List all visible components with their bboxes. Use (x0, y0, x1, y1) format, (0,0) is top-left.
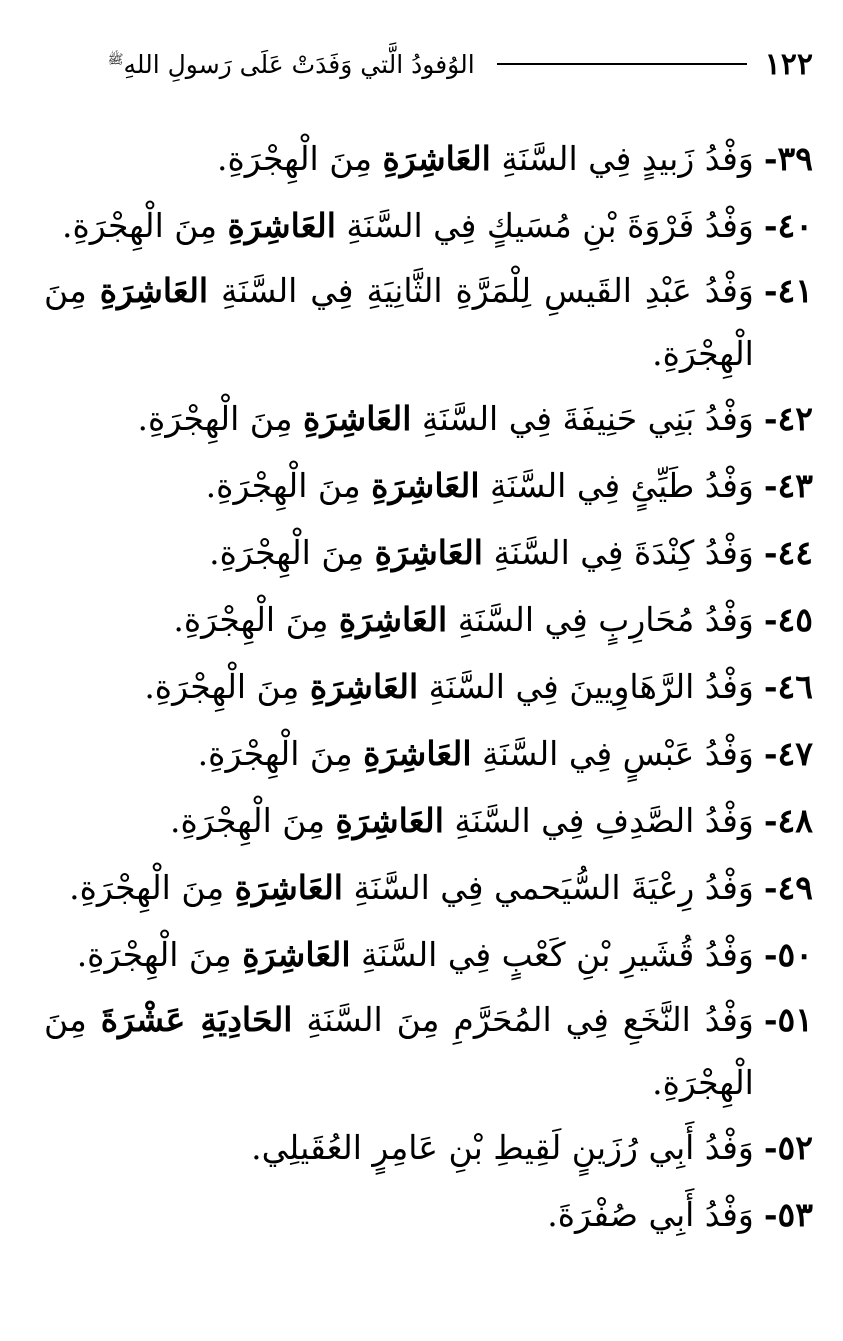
item-text-part: وَفْدُ أَبِي صُفْرَةَ. (547, 1195, 754, 1234)
item-text-bold: العَاشِرَةِ (242, 935, 351, 974)
list-item (44, 125, 813, 192)
item-text-part: مِنَ الْهِجْرَةِ. (216, 139, 383, 178)
item-number: ٤٧- (763, 734, 813, 773)
item-text-part: وَفْدُ طَيِّئٍ فِي السَّنَةِ (479, 466, 754, 505)
list-item (44, 1181, 813, 1248)
honorific-glyph: ﷺ (107, 52, 124, 68)
item-number: ٤٠- (763, 206, 813, 245)
item-text (44, 452, 754, 519)
item-number: ٤١- (763, 271, 813, 310)
item-text-part: مِنَ الْهِجْرَةِ. (76, 935, 243, 974)
item-number: ٤٥- (763, 600, 813, 639)
item-number: ٥٢- (763, 1128, 813, 1167)
item-number: ٣٩- (763, 139, 813, 178)
item-text-part: مِنَ الْهِجْرَةِ. (170, 801, 336, 840)
list-item (44, 720, 813, 787)
item-text-part: مِنَ الْهِجْرَةِ. (173, 600, 339, 639)
item-number: ٥١- (763, 1000, 813, 1039)
item-text-bold: العَاشِرَةِ (382, 139, 491, 178)
item-text-part: وَفْدُ الصَّدِفِ فِي السَّنَةِ (443, 801, 754, 840)
item-text (44, 519, 754, 586)
item-text (44, 787, 754, 854)
running-title-text: الوُفودُ الَّتي وَفَدَتْ عَلَى رَسولِ اللهِ (123, 49, 475, 79)
item-text-bold: العَاشِرَةِ (99, 271, 209, 310)
item-number: ٤٤- (763, 533, 813, 572)
item-number: ٤٣- (763, 466, 813, 505)
item-text-part: وَفْدُ قُشَيرِ بْنِ كَعْبٍ فِي السَّنَةِ (350, 935, 754, 974)
item-text-part: مِنَ الْهِجْرَةِ. (197, 734, 364, 773)
item-text-bold: العَاشِرَةِ (374, 533, 483, 572)
list-item (44, 519, 813, 586)
list-item (44, 192, 813, 259)
list-item (44, 653, 813, 720)
item-text (44, 854, 754, 921)
list-item (44, 452, 813, 519)
item-text-part: وَفْدُ عَبْسٍ فِي السَّنَةِ (471, 734, 754, 773)
page-number: ١٢٢ (764, 46, 813, 82)
list-item (44, 259, 813, 385)
page-header (28, 40, 813, 88)
item-text (44, 1181, 754, 1248)
item-text-part: وَفْدُ فَرْوَةَ بْنِ مُسَيكٍ فِي السَّنَةِ (335, 206, 754, 245)
item-text-part: وَفْدُ الرَّهَاوِيينَ فِي السَّنَةِ (418, 667, 754, 706)
item-text (44, 653, 754, 720)
delegations-list (44, 125, 813, 1248)
item-text (44, 192, 754, 259)
header-rule (497, 63, 747, 65)
running-title (108, 50, 475, 79)
item-text-part: مِنَ الْهِجْرَةِ. (209, 533, 375, 572)
item-text-part: مِنَ الْهِجْرَةِ. (69, 868, 235, 907)
item-text-bold: العَاشِرَةِ (227, 206, 336, 245)
item-text (44, 586, 754, 653)
item-text (44, 125, 754, 192)
list-item (44, 1114, 813, 1181)
item-text-part: مِنَ الْهِجْرَةِ. (144, 667, 310, 706)
item-text-part: وَفْدُ عَبْدِ القَيسِ لِلْمَرَّةِ الثَّانِيَةِ فِي السَّنَةِ (208, 271, 754, 310)
list-item (44, 385, 813, 452)
item-text-bold: الحَادِيَةِ عَشْرَةَ (100, 1000, 293, 1039)
item-number: ٤٢- (763, 399, 813, 438)
item-text (44, 921, 754, 988)
item-text-bold: العَاشِرَةِ (234, 868, 343, 907)
item-text-bold: العَاشِرَةِ (363, 734, 472, 773)
item-text-part: مِنَ الْهِجْرَةِ. (44, 271, 754, 373)
item-text-bold: العَاشِرَةِ (371, 466, 480, 505)
item-number: ٤٦- (763, 667, 813, 706)
item-text-part: وَفْدُ مُحَارِبٍ فِي السَّنَةِ (447, 600, 754, 639)
list-item (44, 787, 813, 854)
item-text-part: وَفْدُ النَّخَعِ فِي المُحَرَّمِ مِنَ السَّنَةِ (292, 1000, 754, 1039)
list-item (44, 854, 813, 921)
item-text-part: وَفْدُ زَبيدٍ فِي السَّنَةِ (490, 139, 754, 178)
list-item (44, 988, 813, 1114)
item-text-part: وَفْدُ رِعْيَةَ السُّيَحمي فِي السَّنَةِ (342, 868, 754, 907)
list-item (44, 586, 813, 653)
item-text (44, 259, 754, 385)
item-text-part: وَفْدُ أَبِي رُزَينٍ لَقِيطِ بْنِ عَامِرٍ العُقَيلِي. (251, 1128, 754, 1167)
item-text-part: مِنَ الْهِجْرَةِ. (205, 466, 372, 505)
item-number: ٤٨- (763, 801, 813, 840)
item-text-bold: العَاشِرَةِ (335, 801, 444, 840)
item-text-part: وَفْدُ بَنِي حَنِيفَةَ فِي السَّنَةِ (411, 399, 754, 438)
item-number: ٥٠- (763, 935, 813, 974)
item-text-part: وَفْدُ كِنْدَةَ فِي السَّنَةِ (482, 533, 754, 572)
list-item (44, 921, 813, 988)
item-text-bold: العَاشِرَةِ (338, 600, 448, 639)
item-number: ٤٩- (763, 868, 813, 907)
item-text-part: مِنَ الْهِجْرَةِ. (62, 206, 228, 245)
item-text-part: مِنَ الْهِجْرَةِ. (44, 1000, 754, 1102)
item-text-bold: العَاشِرَةِ (303, 399, 412, 438)
item-text (44, 988, 754, 1114)
item-number: ٥٣- (763, 1195, 813, 1234)
item-text (44, 720, 754, 787)
item-text (44, 1114, 754, 1181)
item-text-bold: العَاشِرَةِ (309, 667, 419, 706)
item-text-part: مِنَ الْهِجْرَةِ. (137, 399, 304, 438)
item-text (44, 385, 754, 452)
